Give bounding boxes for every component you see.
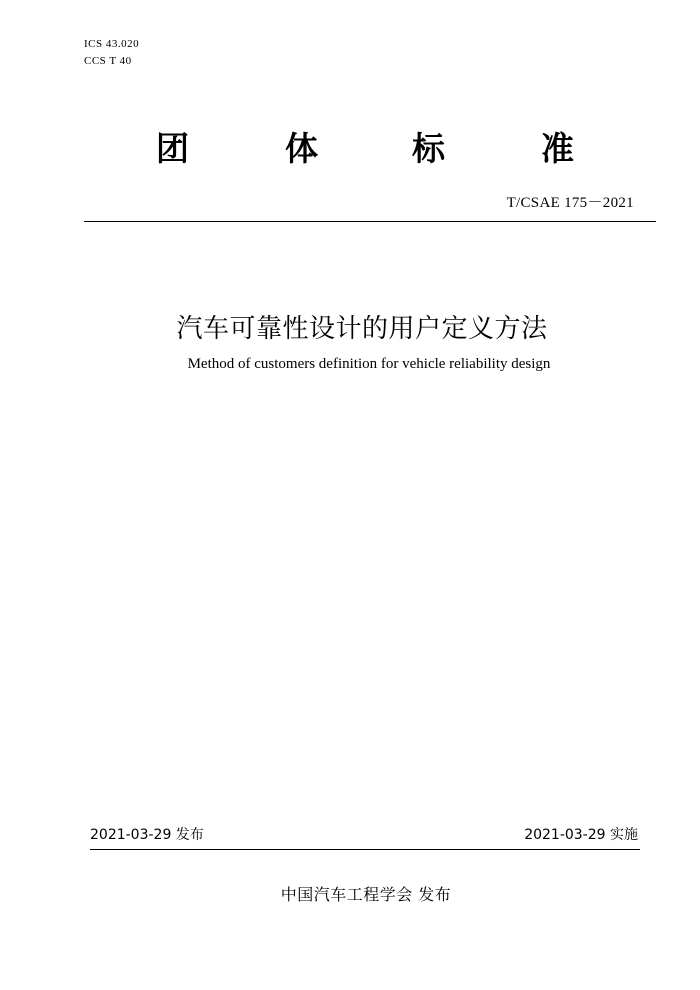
implementation-date: 2021-03-29 实施	[524, 827, 638, 843]
standard-type-char: 标	[412, 129, 445, 168]
top-divider	[84, 221, 656, 222]
ics-code: ICS 43.020	[84, 38, 140, 50]
ccs-code: CCS T 40	[84, 55, 132, 67]
standard-type-char: 团	[156, 129, 189, 168]
issue-date: 2021-03-29 发布	[90, 827, 204, 843]
standard-type-char: 准	[541, 129, 574, 168]
document-title-english: Method of customers definition for vehicle reliability design	[187, 356, 551, 372]
standard-number: T/CSAE 175－2021	[506, 195, 634, 211]
bottom-divider	[90, 849, 640, 850]
standard-type-char: 体	[285, 129, 318, 168]
document-title-chinese: 汽车可靠性设计的用户定义方法	[176, 314, 548, 344]
publisher: 中国汽车工程学会 发布	[280, 885, 452, 904]
